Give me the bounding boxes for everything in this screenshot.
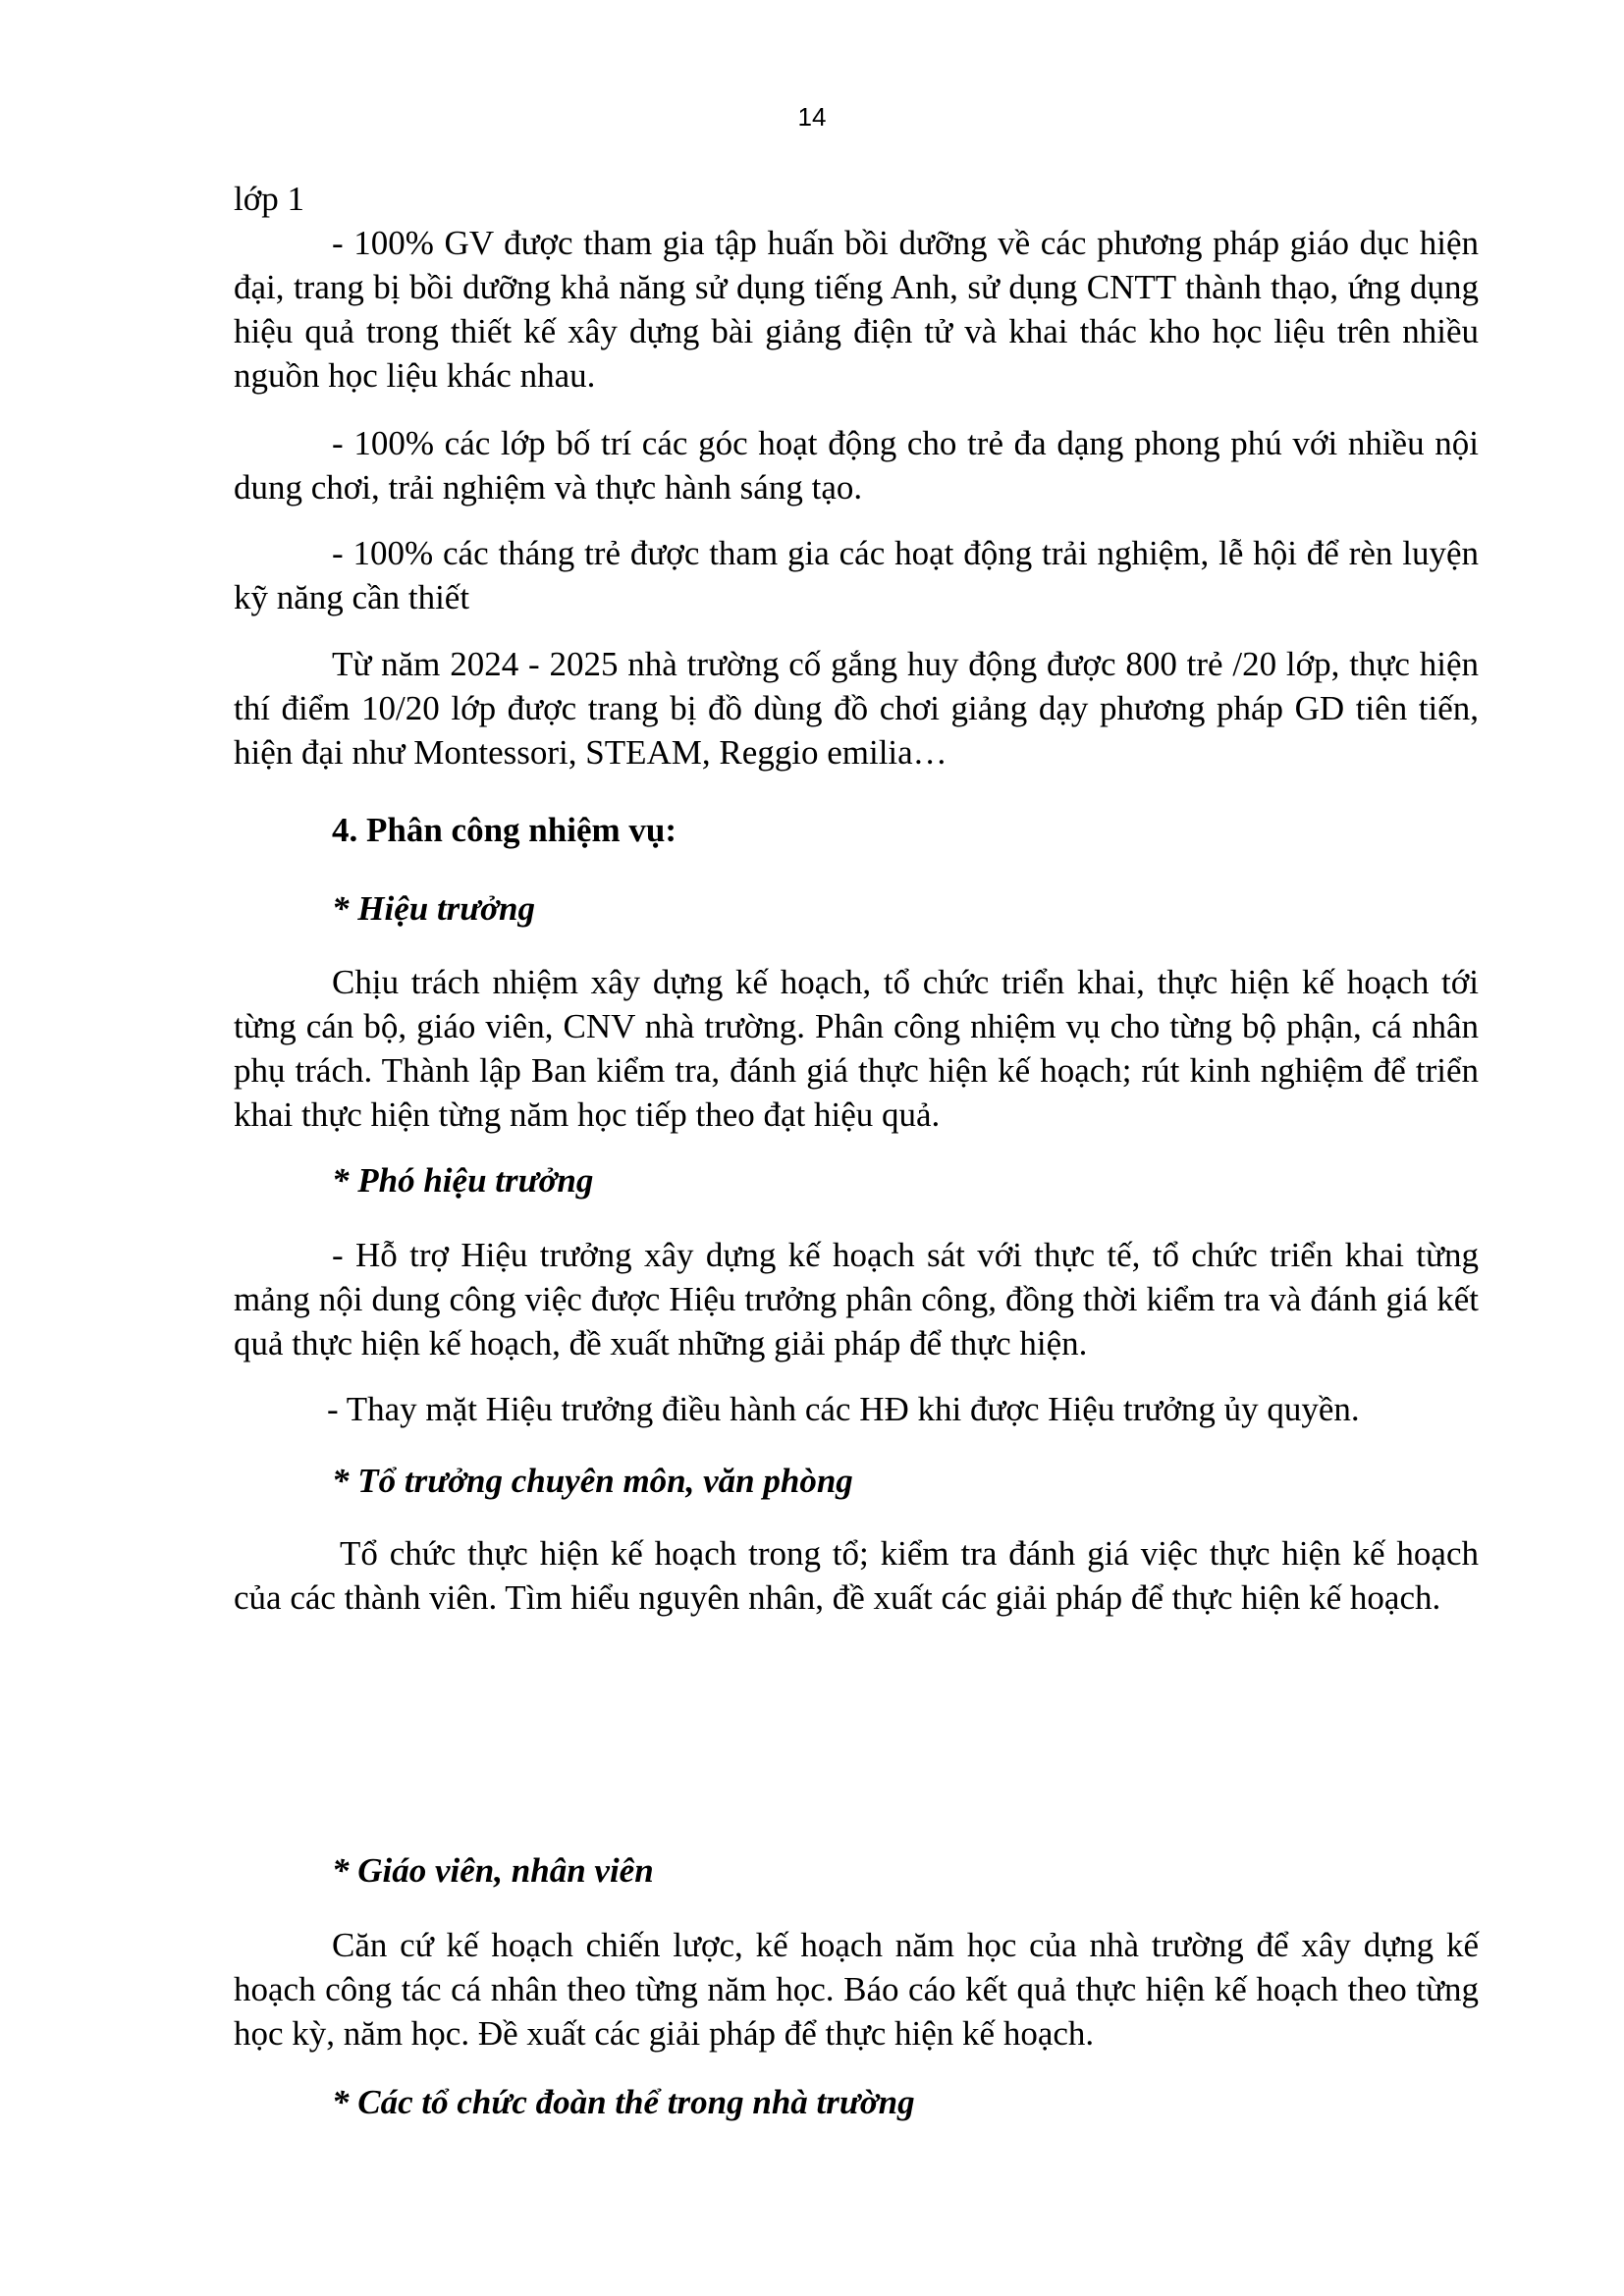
paragraph-vice-principal-support: - Hỗ trợ Hiệu trưởng xây dựng kế hoạch sát với thực tế, tổ chức triển khai từng mảng nội dung công việc được Hiệu trưởng phân công, đồng thời kiểm tra và đánh giá kết quả thực hiện kế hoạch, đề xuất những giải pháp để thực hiện. xyxy=(234,1236,1479,1362)
paragraph-teacher-training: - 100% GV được tham gia tập huấn bồi dưỡng về các phương pháp giáo dục hiện đại, trang bị bồi dưỡng khả năng sử dụng tiếng Anh, sử dụng CNTT thành thạo, ứng dụng hiệu quả trong thiết kế xây dựng bài giảng điện tử và khai thác kho học liệu trên nhiều nguồn học liệu khác nhau. xyxy=(234,224,1479,395)
subheading-school-organizations: * Các tổ chức đoàn thể trong nhà trường xyxy=(332,2083,915,2121)
paragraph-principal-duties: Chịu trách nhiệm xây dựng kế hoạch, tổ chức triển khai, thực hiện kế hoạch tới từng cán bộ, giáo viên, CNV nhà trường. Phân công nhiệm vụ cho từng bộ phận, cá nhân phụ trách. Thành lập Ban kiểm tra, đánh giá thực hiện kế hoạch; rút kinh nghiệm để triển khai thực hiện từng năm học tiếp theo đạt hiệu quả. xyxy=(234,963,1479,1134)
paragraph-class-activity-corners: - 100% các lớp bố trí các góc hoạt động cho trẻ đa dạng phong phú với nhiều nội dung chơi, trải nghiệm và thực hành sáng tạo. xyxy=(234,424,1479,507)
continuation-text: lớp 1 xyxy=(234,180,304,218)
paragraph-teachers-staff-duties: Căn cứ kế hoạch chiến lược, kế hoạch năm học của nhà trường để xây dựng kế hoạch công tác cá nhân theo từng năm học. Báo cáo kết quả thực hiện kế hoạch theo từng học kỳ, năm học. Đề xuất các giải pháp để thực hiện kế hoạch. xyxy=(234,1926,1479,2053)
paragraph-team-leader-duties: Tổ chức thực hiện kế hoạch trong tổ; kiểm tra đánh giá việc thực hiện kế hoạch của các thành viên. Tìm hiểu nguyên nhân, đề xuất các giải pháp để thực hiện kế hoạch. xyxy=(234,1534,1479,1617)
paragraph-vice-principal-deputy: - Thay mặt Hiệu trưởng điều hành các HĐ khi được Hiệu trưởng ủy quyền. xyxy=(327,1390,1360,1428)
paragraph-enrollment-goal: Từ năm 2024 - 2025 nhà trường cố gắng huy động được 800 trẻ /20 lớp, thực hiện thí điểm 10/20 lớp được trang bị đồ dùng đồ chơi giảng dạy phương pháp GD tiên tiến, hiện đại như Montessori, STEAM, Reggio emilia… xyxy=(234,645,1479,772)
section-heading-assignment: 4. Phân công nhiệm vụ: xyxy=(332,811,677,849)
subheading-team-leader: * Tổ trưởng chuyên môn, văn phòng xyxy=(332,1462,853,1500)
subheading-vice-principal: * Phó hiệu trưởng xyxy=(332,1161,594,1200)
page-number: 14 xyxy=(797,102,827,132)
subheading-teachers-staff: * Giáo viên, nhân viên xyxy=(332,1851,654,1890)
subheading-principal: * Hiệu trưởng xyxy=(332,889,536,928)
paragraph-monthly-experiences: - 100% các tháng trẻ được tham gia các hoạt động trải nghiệm, lễ hội để rèn luyện kỹ năng cần thiết xyxy=(234,534,1479,616)
